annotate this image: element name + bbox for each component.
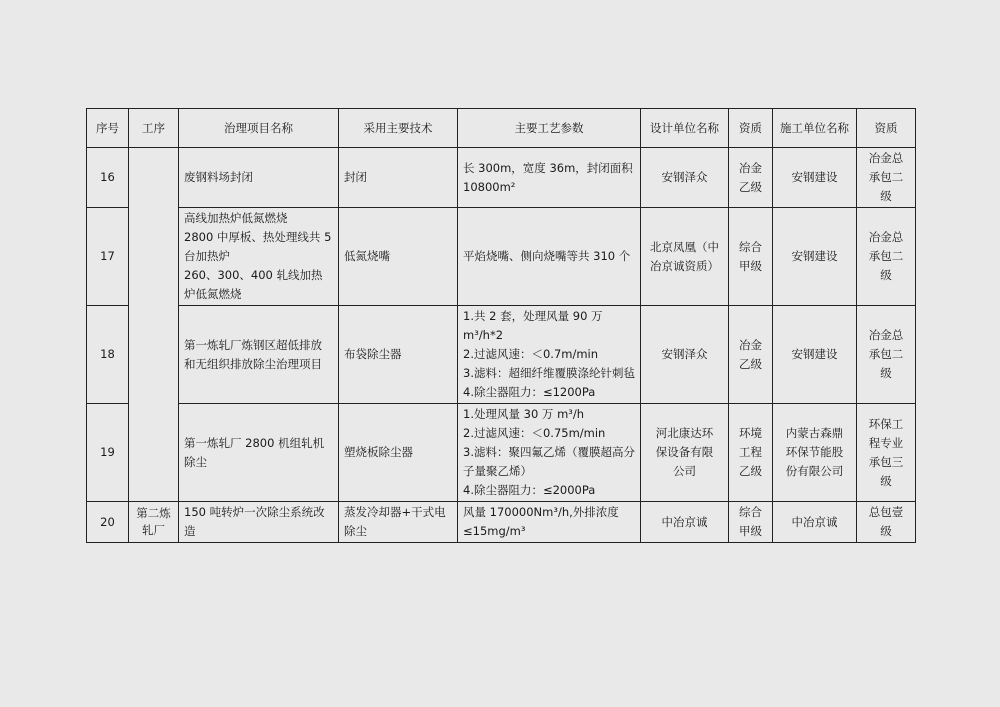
- cell-params: 平焰烧嘴、侧向烧嘴等共 310 个: [458, 208, 641, 306]
- cell-build-qual: 冶金总 承包二 级: [857, 208, 916, 306]
- header-designer: 设计单位名称: [641, 109, 729, 148]
- cell-tech: 塑烧板除尘器: [339, 404, 458, 502]
- cell-designer: 安钢泽众: [641, 148, 729, 208]
- table-row: [87, 404, 916, 502]
- cell-params: 1.处理风量 30 万 m³/h 2.过滤风速：＜0.75m/min 3.滤料：聚四氟乙烯（覆膜超高分子量聚乙烯） 4.除尘器阻力：≤2000Pa: [458, 404, 641, 502]
- header-build-qual: 资质: [857, 109, 916, 148]
- header-project: 治理项目名称: [179, 109, 339, 148]
- cell-project: 废钢料场封闭: [179, 148, 339, 208]
- cell-designer: 河北康达环 保设备有限 公司: [641, 404, 729, 502]
- header-builder: 施工单位名称: [773, 109, 857, 148]
- cell-project: 第一炼轧厂炼钢区超低排放和无组织排放除尘治理项目: [179, 306, 339, 404]
- cell-tech: 蒸发冷却器+干式电除尘: [339, 502, 458, 543]
- cell-tech: 布袋除尘器: [339, 306, 458, 404]
- cell-design-qual: 环境 工程 乙级: [729, 404, 773, 502]
- cell-builder: 安钢建设: [773, 306, 857, 404]
- cell-no: 19: [87, 404, 129, 502]
- cell-params: 风量 170000Nm³/h,外排浓度≤15mg/m³: [458, 502, 641, 543]
- cell-no: 20: [87, 502, 129, 543]
- table-row: [87, 502, 916, 543]
- cell-no: 18: [87, 306, 129, 404]
- cell-builder: 安钢建设: [773, 208, 857, 306]
- header-design-qual: 资质: [729, 109, 773, 148]
- cell-tech: 低氮烧嘴: [339, 208, 458, 306]
- table-row: [87, 208, 916, 306]
- table-header-row: [87, 109, 916, 148]
- cell-project: 第一炼轧厂 2800 机组轧机除尘: [179, 404, 339, 502]
- cell-design-qual: 综合 甲级: [729, 208, 773, 306]
- cell-build-qual: 冶金总 承包二 级: [857, 306, 916, 404]
- cell-designer: 中冶京诚: [641, 502, 729, 543]
- cell-project: 高线加热炉低氮燃烧 2800 中厚板、热处理线共 5 台加热炉 260、300、400 轧线加热炉低氮燃烧: [179, 208, 339, 306]
- cell-process-merged: [129, 148, 179, 502]
- cell-builder: 安钢建设: [773, 148, 857, 208]
- cell-build-qual: 总包壹 级: [857, 502, 916, 543]
- cell-tech: 封闭: [339, 148, 458, 208]
- header-process: 工序: [129, 109, 179, 148]
- cell-design-qual: 冶金 乙级: [729, 148, 773, 208]
- cell-design-qual: 冶金 乙级: [729, 306, 773, 404]
- header-no: 序号: [87, 109, 129, 148]
- cell-designer: 安钢泽众: [641, 306, 729, 404]
- cell-builder: 中冶京诚: [773, 502, 857, 543]
- header-params: 主要工艺参数: [458, 109, 641, 148]
- cell-builder: 内蒙古森鼎 环保节能股 份有限公司: [773, 404, 857, 502]
- cell-no: 16: [87, 148, 129, 208]
- header-tech: 采用主要技术: [339, 109, 458, 148]
- cell-process: 第二炼轧厂: [129, 502, 179, 543]
- table-row: [87, 306, 916, 404]
- cell-design-qual: 综合 甲级: [729, 502, 773, 543]
- cell-build-qual: 冶金总 承包二 级: [857, 148, 916, 208]
- cell-params: 长 300m，宽度 36m，封闭面积 10800m²: [458, 148, 641, 208]
- cell-no: 17: [87, 208, 129, 306]
- project-table: [86, 108, 916, 543]
- cell-build-qual: 环保工 程专业 承包三 级: [857, 404, 916, 502]
- cell-project: 150 吨转炉一次除尘系统改造: [179, 502, 339, 543]
- cell-params: 1.共 2 套，处理风量 90 万 m³/h*2 2.过滤风速：＜0.7m/min 3.滤料：超细纤维覆膜涤纶针刺毡 4.除尘器阻力：≤1200Pa: [458, 306, 641, 404]
- cell-designer: 北京凤凰（中 冶京诚资质）: [641, 208, 729, 306]
- table-row: [87, 148, 916, 208]
